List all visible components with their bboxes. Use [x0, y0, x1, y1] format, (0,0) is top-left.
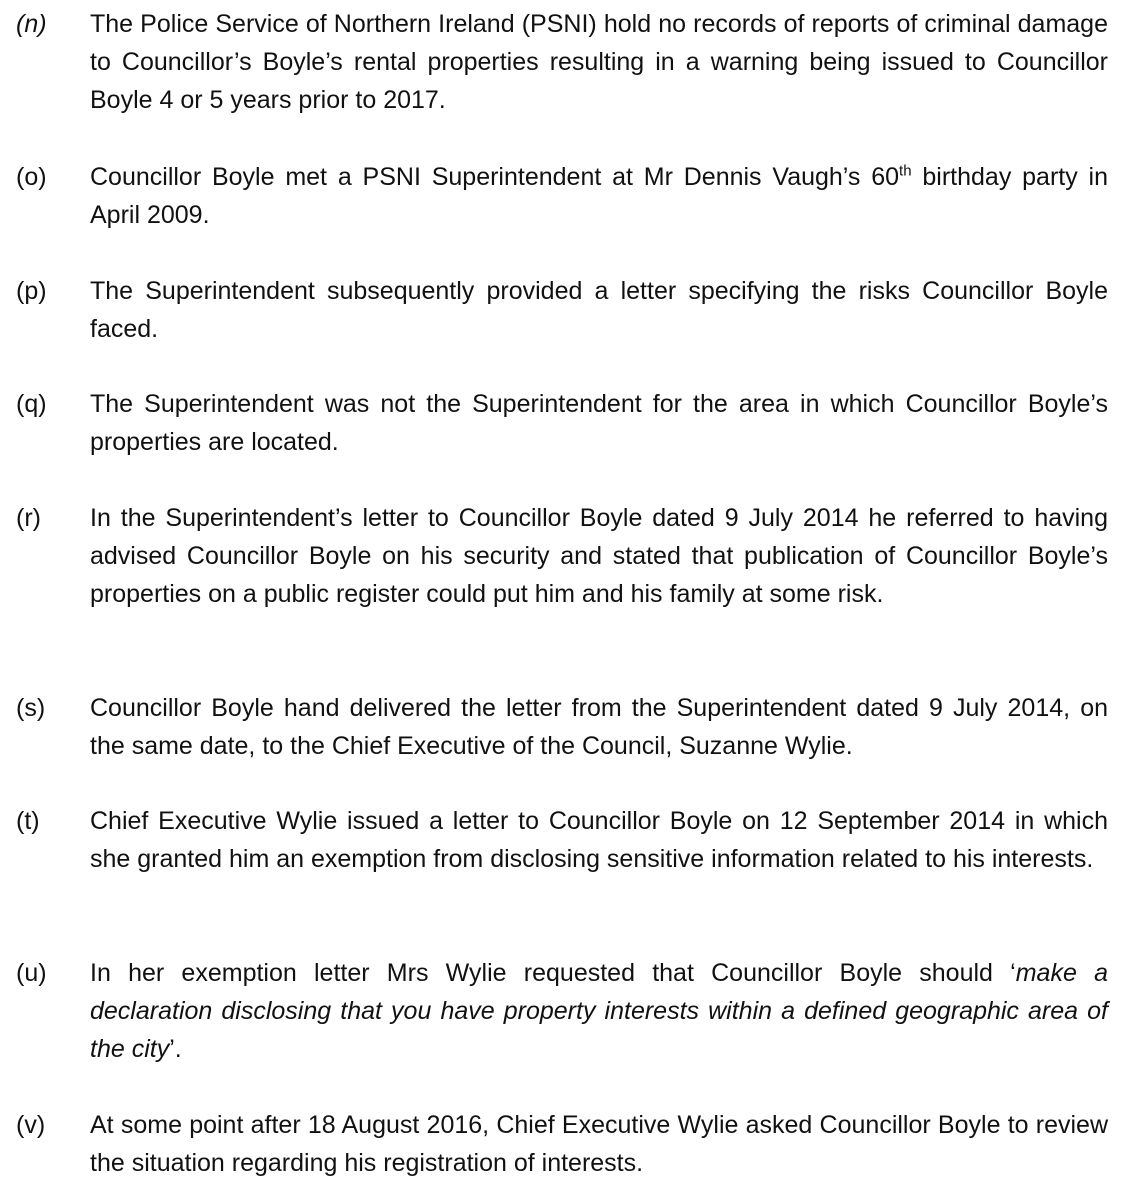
paragraph-label: (q)	[16, 390, 47, 418]
paragraph-label: (t)	[16, 807, 40, 835]
paragraph-text: In her exemption letter Mrs Wylie requested that Councillor Boyle should ‘make a declaration disclosing that you have property interests within a defined geographic area of the city’.	[90, 959, 1108, 1063]
paragraph-text: Councillor Boyle hand delivered the letter from the Superintendent dated 9 July 2014, on the same date, to the Chief Executive of the Council, Suzanne Wylie.	[90, 694, 1108, 760]
paragraph-text: The Superintendent subsequently provided a letter specifying the risks Councillor Boyle faced.	[90, 277, 1108, 343]
paragraph-text: At some point after 18 August 2016, Chief Executive Wylie asked Councillor Boyle to review the situation regarding his registration of interests.	[90, 1111, 1108, 1177]
paragraph-text: The Police Service of Northern Ireland (PSNI) hold no records of reports of criminal damage to Councillor’s Boyle’s rental properties resulting in a warning being issued to Councillor Boyle 4 or 5 years prior to 2017.	[90, 10, 1108, 114]
paragraph-label: (u)	[16, 959, 47, 987]
paragraph-text: In the Superintendent’s letter to Councillor Boyle dated 9 July 2014 he referred to having advised Councillor Boyle on his security and stated that publication of Councillor Boyle’s properties on a public register could put him and his family at some risk.	[90, 504, 1108, 608]
paragraph-label: (v)	[16, 1111, 46, 1139]
paragraph-label: (r)	[16, 504, 41, 532]
paragraph-label: (o)	[16, 163, 47, 191]
paragraph-text: Chief Executive Wylie issued a letter to Councillor Boyle on 12 September 2014 in which she granted him an exemption from disclosing sensitive information related to his interests.	[90, 807, 1108, 873]
paragraph-label: (s)	[16, 694, 46, 722]
paragraph-label: (p)	[16, 277, 47, 305]
superscript: th	[899, 162, 912, 180]
paragraph-text: The Superintendent was not the Superintendent for the area in which Councillor Boyle’s properties are located.	[90, 390, 1108, 456]
paragraph-text: Councillor Boyle met a PSNI Superintendent at Mr Dennis Vaugh’s 60th birthday party in April 2009.	[90, 162, 1108, 229]
paragraph-label: (n)	[16, 10, 47, 38]
quoted-text: make a declaration disclosing that you have property interests within a defined geographic area of the city	[90, 959, 1108, 1063]
